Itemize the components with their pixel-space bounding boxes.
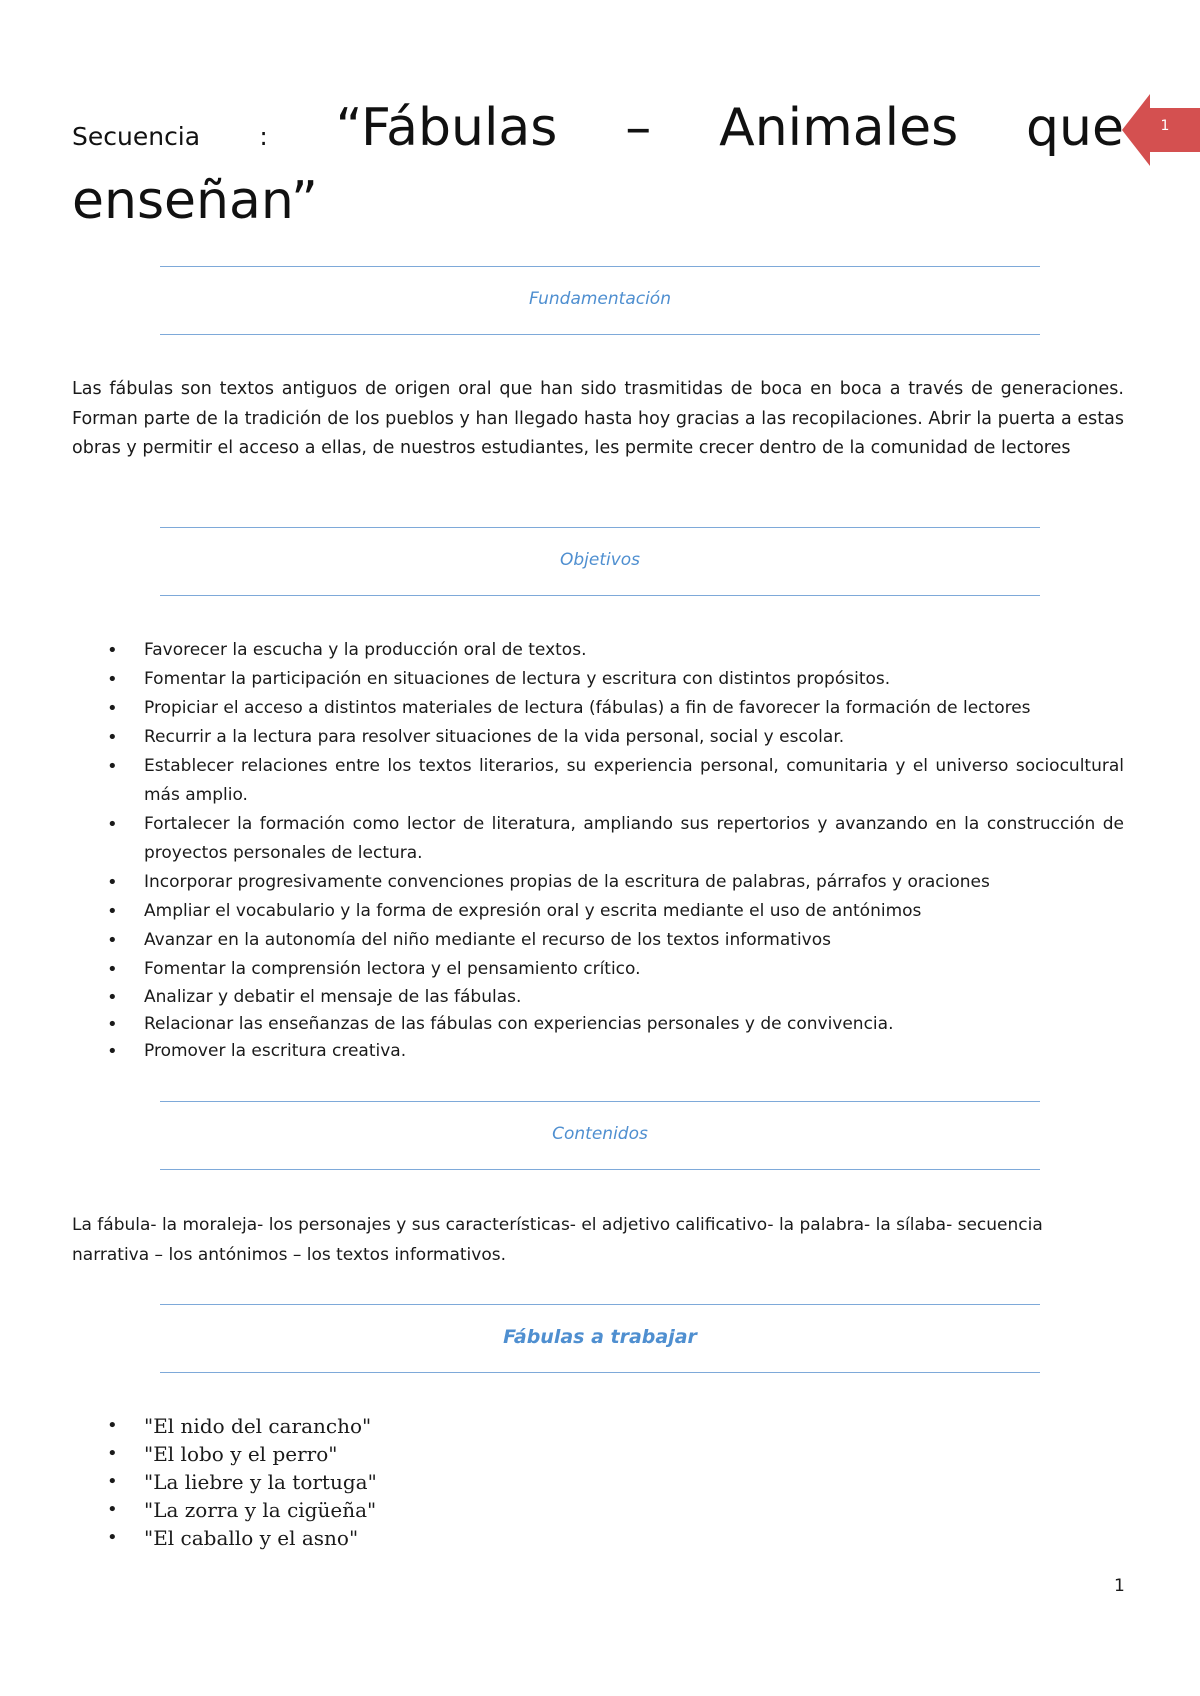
list-item: • "El nido del carancho" bbox=[107, 1414, 372, 1438]
section-contenidos bbox=[160, 1101, 1040, 1171]
list-item: • Relacionar las enseñanzas de las fábulas con experiencias personales y de convivencia. bbox=[72, 1011, 1124, 1038]
contenidos-paragraph: La fábula- la moraleja- los personajes y sus características- el adjetivo calificativo- la palabra- la sílaba- secuencia narrativa – los antónimos – los textos informativos. bbox=[72, 1215, 1043, 1265]
divider bbox=[160, 1304, 1040, 1305]
list-item: • Promover la escritura creativa. bbox=[72, 1038, 1124, 1065]
list-item: • Propiciar el acceso a distintos materiales de lectura (fábulas) a fin de favorecer la formación de lectores bbox=[72, 694, 1124, 723]
divider bbox=[160, 595, 1040, 596]
section-title-objetivos: Objetivos bbox=[559, 550, 641, 570]
list-item: • Ampliar el vocabulario y la forma de expresión oral y escrita mediante el uso de antónimos bbox=[72, 897, 1124, 926]
bullet-icon: • bbox=[107, 1443, 118, 1464]
section-title-contenidos: Contenidos bbox=[552, 1124, 648, 1144]
section-fundamentacion bbox=[160, 266, 1040, 336]
list-item: • Analizar y debatir el mensaje de las fábulas. bbox=[72, 984, 1124, 1011]
bullet-icon: • bbox=[107, 814, 118, 835]
bullet-icon: • bbox=[107, 1499, 118, 1520]
list-item: • Recurrir a la lectura para resolver situaciones de la vida personal, social y escolar. bbox=[72, 723, 1124, 752]
bullet-icon: • bbox=[107, 1415, 118, 1436]
bullet-icon: • bbox=[107, 1471, 118, 1492]
list-item: • "El caballo y el asno" bbox=[107, 1526, 359, 1550]
list-item: • "La zorra y la cigüeña" bbox=[107, 1498, 377, 1522]
bullet-icon: • bbox=[107, 1527, 118, 1548]
divider bbox=[160, 1169, 1040, 1170]
title-main: “Fábulas – Animales que enseñan” bbox=[72, 98, 1124, 231]
list-item: • Fortalecer la formación como lector de literatura, ampliando sus repertorios y avanzando en la construcción de proyectos personales de lectura. bbox=[72, 810, 1124, 868]
divider bbox=[160, 1101, 1040, 1102]
bullet-icon: • bbox=[107, 872, 118, 893]
bullet-icon: • bbox=[107, 727, 118, 748]
bullet-icon: • bbox=[107, 640, 118, 661]
comment-marker-number: 1 bbox=[1160, 118, 1170, 134]
bullet-icon: • bbox=[107, 930, 118, 951]
divider bbox=[160, 266, 1040, 267]
divider bbox=[160, 1372, 1040, 1373]
bullet-icon: • bbox=[107, 698, 118, 719]
bullet-icon: • bbox=[107, 901, 118, 922]
divider bbox=[160, 334, 1040, 335]
list-item: • Favorecer la escucha y la producción oral de textos. bbox=[72, 636, 1124, 665]
fundamentacion-paragraph: Las fábulas son textos antiguos de origen oral que han sido trasmitidas de boca en boca a través de generaciones. Forman parte de la tradición de los pueblos y han llegado hasta hoy gracias a las recopilaciones. Abrir la puerta a estas obras y permitir el acceso a ellas, de nuestros estudiantes, les permite crecer dentro de la comunidad de lectores bbox=[72, 379, 1124, 458]
fables-list bbox=[72, 1412, 1124, 1552]
list-item: • "El lobo y el perro" bbox=[107, 1442, 338, 1466]
list-item: • Fomentar la comprensión lectora y el pensamiento crítico. bbox=[72, 955, 1124, 984]
list-item: • Fomentar la participación en situaciones de lectura y escritura con distintos propósitos. bbox=[72, 665, 1124, 694]
list-item: • Incorporar progresivamente convenciones propias de la escritura de palabras, párrafos y oraciones bbox=[72, 868, 1124, 897]
title-lead: Secuencia : bbox=[72, 122, 268, 151]
bullet-icon: • bbox=[107, 987, 118, 1008]
list-item: • "La liebre y la tortuga" bbox=[107, 1470, 377, 1494]
list-item: • Establecer relaciones entre los textos literarios, su experiencia personal, comunitaria y el universo sociocultural más amplio. bbox=[72, 752, 1124, 810]
section-title-fabulas: Fábulas a trabajar bbox=[503, 1326, 697, 1348]
page-title bbox=[72, 96, 1124, 233]
bullet-icon: • bbox=[107, 669, 118, 690]
divider bbox=[160, 527, 1040, 528]
bullet-icon: • bbox=[107, 756, 118, 777]
bullet-icon: • bbox=[107, 1014, 118, 1035]
bullet-icon: • bbox=[107, 1041, 118, 1062]
bullet-icon: • bbox=[107, 959, 118, 980]
list-item: • Avanzar en la autonomía del niño mediante el recurso de los textos informativos bbox=[72, 926, 1124, 955]
objectives-list bbox=[72, 636, 1124, 1065]
section-fabulas bbox=[160, 1304, 1040, 1374]
section-objetivos bbox=[160, 527, 1040, 597]
page-number: 1 bbox=[1114, 1576, 1125, 1596]
section-title-fundamentacion: Fundamentación bbox=[529, 289, 671, 309]
